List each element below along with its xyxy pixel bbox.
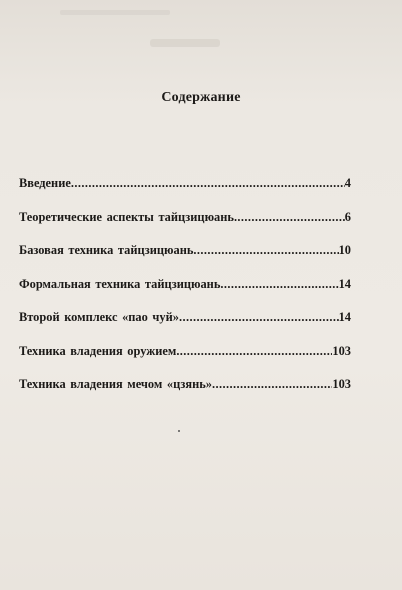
page-title: Содержание	[161, 90, 241, 105]
toc-entry-page: 6	[344, 209, 351, 224]
show-through-mark	[150, 39, 220, 47]
toc-entry-label: Формальная техника тайцзицюань	[19, 276, 221, 291]
toc-entry	[19, 176, 351, 210]
toc-entry	[19, 310, 351, 344]
toc-entry-page: 10	[338, 243, 351, 257]
toc-entry	[19, 210, 351, 244]
paper-speck	[178, 430, 180, 432]
toc-leader-dots	[193, 243, 338, 258]
toc-entry-page: 103	[332, 377, 351, 391]
toc-leader-dots	[234, 210, 345, 225]
toc-entry-label: Базовая техника тайцзицюань	[19, 243, 194, 257]
toc-entry-page: 14	[338, 310, 351, 324]
toc-leader-dots	[176, 344, 332, 359]
toc-entry-page: 14	[338, 276, 351, 291]
toc-entry-label: Введение	[19, 176, 71, 190]
toc-entry	[19, 277, 351, 311]
toc-leader-dots	[179, 310, 339, 325]
toc-leader-dots	[220, 277, 338, 292]
table-of-contents	[19, 176, 351, 411]
toc-entry-label: Техника владения мечом «цзянь»	[19, 377, 212, 391]
toc-entry-label: Теоретические аспекты тайцзицюань	[19, 209, 234, 224]
toc-entry-label: Второй комплекс «пао чуй»	[19, 310, 179, 324]
toc-entry-page: 4	[344, 176, 351, 190]
toc-entry	[19, 243, 351, 277]
toc-leader-dots	[212, 377, 332, 392]
toc-entry	[19, 344, 351, 378]
toc-entry-label: Техника владения оружием	[19, 343, 177, 358]
show-through-mark	[60, 10, 170, 15]
toc-leader-dots	[71, 176, 345, 191]
toc-entry	[19, 377, 351, 411]
toc-entry-page: 103	[332, 343, 351, 358]
